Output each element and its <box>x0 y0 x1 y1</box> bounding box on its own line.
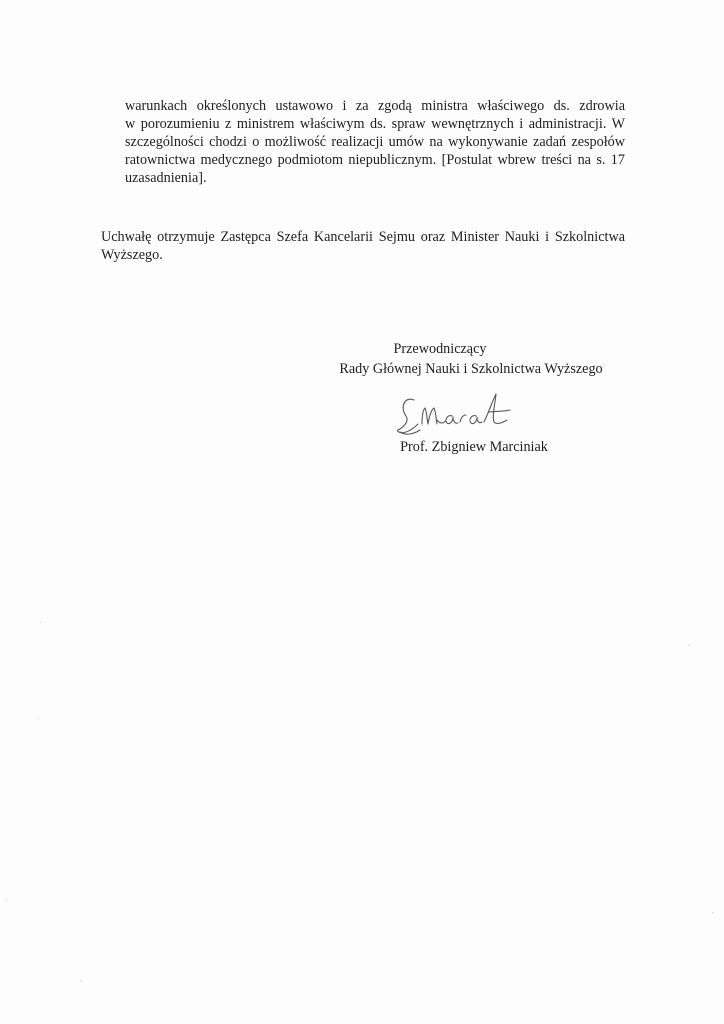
scan-speck <box>712 912 713 913</box>
paragraph-line: uzasadnienia]. <box>125 170 207 186</box>
handwritten-signature <box>392 390 562 440</box>
scan-speck <box>38 718 39 719</box>
paragraph-line: Uchwałę otrzymuje Zastępca Szefa Kancelarii Sejmu oraz Minister Nauki i Szkolnictwa <box>101 229 625 245</box>
scan-speck <box>6 900 7 901</box>
scan-speck <box>40 622 41 623</box>
paragraph-line: szczególności chodzi o możliwość realizacji umów na wykonywanie zadań zespołów <box>125 134 625 150</box>
signer-organization: Rady Głównej Nauki i Szkolnictwa Wyższego <box>339 361 603 377</box>
paragraph-recipients <box>101 228 625 264</box>
paragraph-line: Wyższego. <box>101 247 163 263</box>
paragraph-conditions <box>125 97 625 187</box>
signer-name: Prof. Zbigniew Marciniak <box>400 439 548 455</box>
scan-speck <box>80 980 81 981</box>
paragraph-line: warunkach określonych ustawowo i za zgodą ministra właściwego ds. zdrowia <box>125 98 625 114</box>
scan-speck <box>688 645 689 646</box>
signer-role-title: Przewodniczący <box>393 341 487 357</box>
paragraph-line: w porozumieniu z ministrem właściwym ds. spraw wewnętrznych i administracji. W <box>125 116 625 132</box>
paragraph-line: ratownictwa medycznego podmiotom niepublicznym. [Postulat wbrew treści na s. 17 <box>125 152 625 168</box>
